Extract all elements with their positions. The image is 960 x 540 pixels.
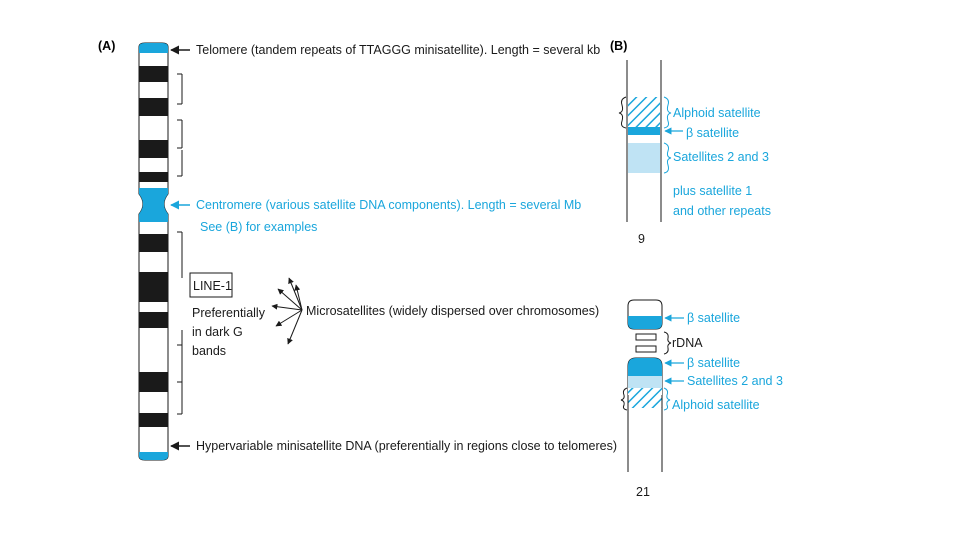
bracket-ticks (177, 74, 182, 414)
chromosome-21 (628, 300, 662, 472)
g-band (139, 413, 168, 427)
g-band (139, 272, 168, 302)
microsatellite-arrows (272, 278, 302, 344)
chromosome-9 (627, 60, 661, 222)
beta-label-21-top: β satellite (687, 311, 741, 325)
alphoid-label-21: Alphoid satellite (672, 398, 760, 412)
centromere-note: See (B) for examples (200, 220, 318, 234)
g-band (139, 172, 168, 182)
dark-g-text: in dark G (192, 325, 243, 339)
bands-text: bands (192, 344, 227, 358)
rdna-stalk (636, 346, 656, 352)
g-band (139, 312, 168, 328)
brace-right-alphoid-21 (664, 388, 670, 410)
brace-left-alphoid-21 (621, 388, 627, 410)
alphoid-label-9: Alphoid satellite (673, 106, 761, 120)
alphoid-region-21 (628, 388, 662, 408)
centromere (139, 188, 168, 222)
microsatellites-label: Microsatellites (widely dispersed over chromosomes) (306, 304, 600, 318)
plus-satellite-label: plus satellite 1 (673, 184, 753, 198)
sat23-region-21 (628, 376, 662, 388)
beta-region-9 (628, 127, 660, 135)
centromere-label: Centromere (various satellite DNA components). Length = several Mb (196, 198, 582, 212)
chromosome-21-number: 21 (636, 485, 650, 499)
line1-label: LINE-1 (193, 279, 232, 293)
sat23-region-9 (628, 143, 660, 173)
sat23-label-21: Satellites 2 and 3 (687, 374, 783, 388)
telomere-cap-bottom (139, 452, 168, 460)
brace-rdna-21 (664, 332, 671, 354)
g-band (139, 98, 168, 116)
beta-region-21-bottom (628, 358, 662, 376)
chromosome-a (139, 43, 168, 460)
rdna-stalk (636, 334, 656, 340)
rdna-label: rDNA (672, 336, 703, 350)
beta-region-21-top (628, 316, 662, 329)
g-band (139, 66, 168, 82)
preferentially-text: Preferentially (192, 306, 265, 320)
beta-label-21-bottom: β satellite (687, 356, 741, 370)
telomere-cap (139, 43, 168, 53)
alphoid-region-9 (628, 97, 660, 127)
other-repeats-label: and other repeats (673, 204, 771, 218)
chromosome-9-number: 9 (638, 232, 645, 246)
panel-a-label: (A) (98, 39, 116, 53)
g-band (139, 140, 168, 158)
panel-b-label: (B) (610, 39, 628, 53)
g-band (139, 372, 168, 392)
brace-right-sat23-9 (664, 143, 671, 173)
hypervariable-label: Hypervariable minisatellite DNA (preferentially in regions close to telomeres) (196, 439, 618, 453)
telomere-label: Telomere (tandem repeats of TTAGGG minisatellite). Length = several kb (196, 43, 601, 57)
beta-label-9: β satellite (686, 126, 740, 140)
brace-left-9 (619, 97, 626, 128)
sat23-label-9: Satellites 2 and 3 (673, 150, 769, 164)
g-band (139, 234, 168, 252)
brace-right-alphoid-9 (664, 97, 671, 128)
